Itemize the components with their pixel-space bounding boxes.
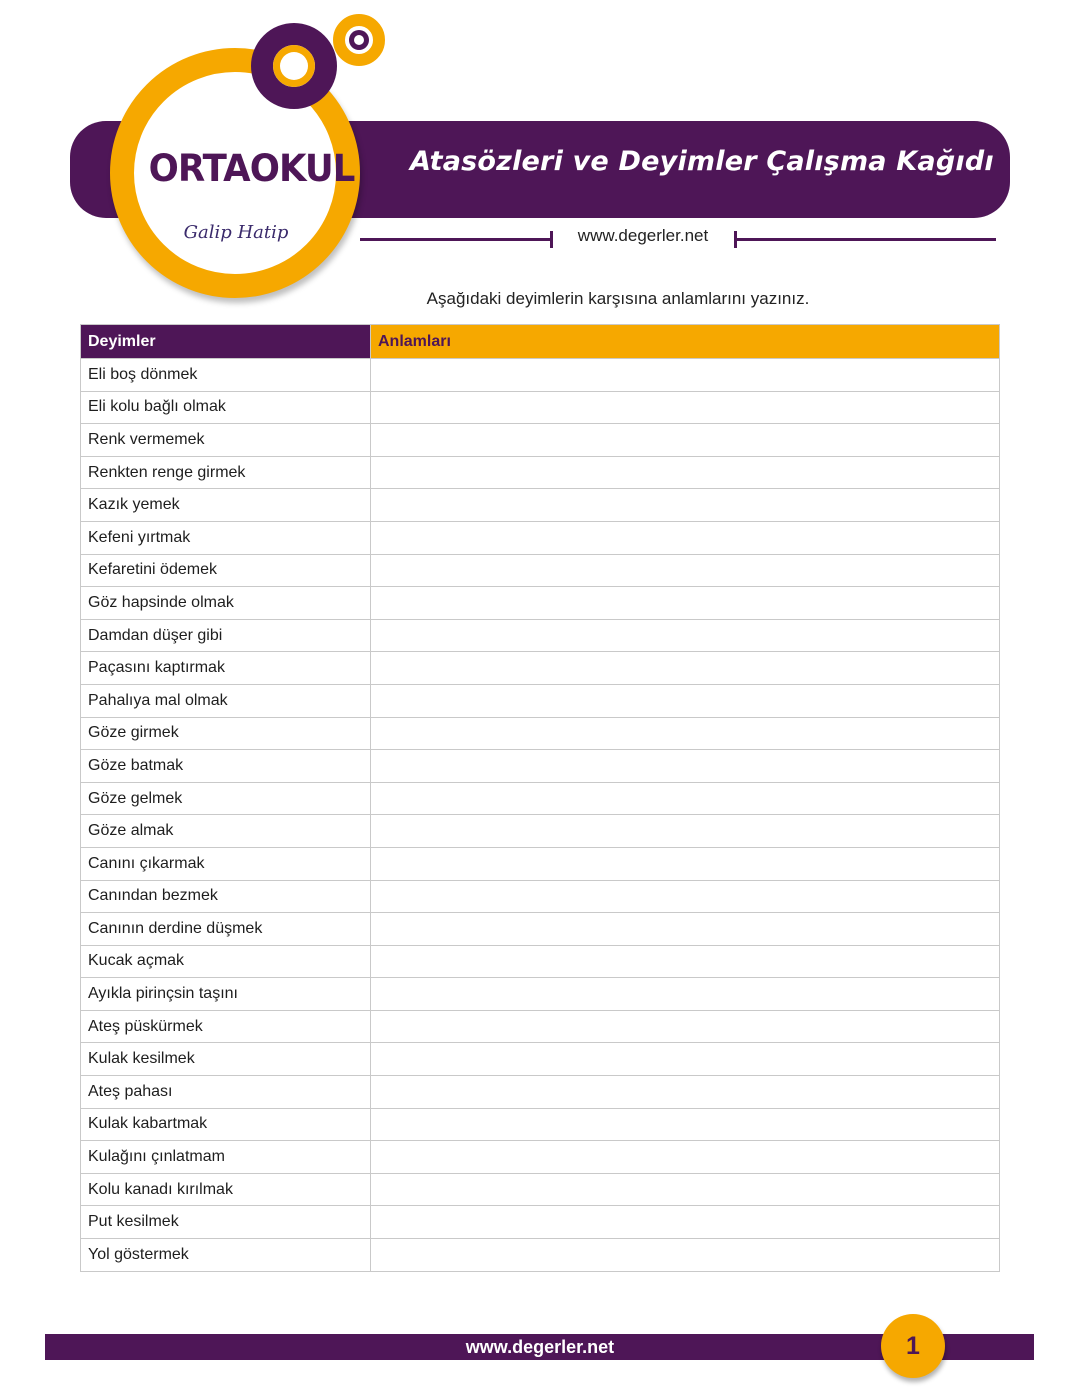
meaning-answer-cell[interactable] [371, 619, 1000, 652]
header-website: www.degerler.net [577, 226, 709, 245]
table-row [81, 456, 1000, 489]
table-row [81, 652, 1000, 685]
idiom-cell: Kulağını çınlatmam [81, 1141, 371, 1174]
column-header-anlamlari: Anlamları [371, 325, 1000, 359]
table-row [81, 945, 1000, 978]
meaning-answer-cell[interactable] [371, 717, 1000, 750]
meaning-answer-cell[interactable] [371, 554, 1000, 587]
idiom-cell: Göze girmek [81, 717, 371, 750]
instruction-text: Aşağıdaki deyimlerin karşısına anlamlarını yazınız. [426, 289, 810, 308]
logo-ring-purple-hole [280, 52, 308, 80]
idioms-table [80, 324, 1000, 1272]
idiom-cell: Kulak kesilmek [81, 1043, 371, 1076]
url-divider-right [736, 238, 996, 241]
idiom-cell: Put kesilmek [81, 1206, 371, 1239]
page-title: Atasözleri ve Deyimler Çalışma Kağıdı [410, 146, 994, 177]
idiom-cell: Eli kolu bağlı olmak [81, 391, 371, 424]
url-divider-left [360, 238, 552, 241]
idiom-cell: Göze almak [81, 815, 371, 848]
meaning-answer-cell[interactable] [371, 391, 1000, 424]
idiom-cell: Kefeni yırtmak [81, 521, 371, 554]
idiom-cell: Renkten renge girmek [81, 456, 371, 489]
table-row [81, 619, 1000, 652]
idiom-cell: Kolu kanadı kırılmak [81, 1173, 371, 1206]
table-row [81, 847, 1000, 880]
table-row [81, 1206, 1000, 1239]
column-header-deyimler: Deyimler [81, 325, 371, 359]
table-row [81, 913, 1000, 946]
table-row [81, 880, 1000, 913]
table-row [81, 1076, 1000, 1109]
meaning-answer-cell[interactable] [371, 424, 1000, 457]
meaning-answer-cell[interactable] [371, 587, 1000, 620]
meaning-answer-cell[interactable] [371, 978, 1000, 1011]
logo-title: ORTAOKUL [148, 147, 355, 190]
idiom-cell: Göze batmak [81, 750, 371, 783]
table-row [81, 1108, 1000, 1141]
url-divider-tick-left [550, 231, 553, 248]
logo-ring-small-dot [354, 35, 364, 45]
idiom-cell: Renk vermemek [81, 424, 371, 457]
idiom-cell: Ayıkla pirinçsin taşını [81, 978, 371, 1011]
meaning-answer-cell[interactable] [371, 815, 1000, 848]
meaning-answer-cell[interactable] [371, 652, 1000, 685]
table-row [81, 554, 1000, 587]
meaning-answer-cell[interactable] [371, 1076, 1000, 1109]
table-row [81, 782, 1000, 815]
table-row [81, 521, 1000, 554]
idiom-cell: Ateş püskürmek [81, 1010, 371, 1043]
meaning-answer-cell[interactable] [371, 1206, 1000, 1239]
table-body [81, 359, 1000, 1272]
meaning-answer-cell[interactable] [371, 1141, 1000, 1174]
idiom-cell: Kefaretini ödemek [81, 554, 371, 587]
idiom-cell: Pahalıya mal olmak [81, 684, 371, 717]
table-row [81, 1010, 1000, 1043]
table-row [81, 684, 1000, 717]
logo-author: Galip Hatip [183, 222, 289, 243]
table-row [81, 978, 1000, 1011]
meaning-answer-cell[interactable] [371, 684, 1000, 717]
idiom-cell: Kucak açmak [81, 945, 371, 978]
table-row [81, 750, 1000, 783]
idiom-cell: Paçasını kaptırmak [81, 652, 371, 685]
table-header-row [81, 325, 1000, 359]
idiom-cell: Canını çıkarmak [81, 847, 371, 880]
meaning-answer-cell[interactable] [371, 1108, 1000, 1141]
meaning-answer-cell[interactable] [371, 1239, 1000, 1272]
idiom-cell: Canının derdine düşmek [81, 913, 371, 946]
idiom-cell: Canından bezmek [81, 880, 371, 913]
meaning-answer-cell[interactable] [371, 945, 1000, 978]
meaning-answer-cell[interactable] [371, 359, 1000, 392]
table-row [81, 1239, 1000, 1272]
table-row [81, 1141, 1000, 1174]
page-number-badge: 1 [881, 1314, 945, 1378]
idiom-cell: Kulak kabartmak [81, 1108, 371, 1141]
meaning-answer-cell[interactable] [371, 782, 1000, 815]
meaning-answer-cell[interactable] [371, 1173, 1000, 1206]
idiom-cell: Yol göstermek [81, 1239, 371, 1272]
meaning-answer-cell[interactable] [371, 847, 1000, 880]
table-row [81, 587, 1000, 620]
meaning-answer-cell[interactable] [371, 521, 1000, 554]
meaning-answer-cell[interactable] [371, 1010, 1000, 1043]
meaning-answer-cell[interactable] [371, 1043, 1000, 1076]
table-row [81, 717, 1000, 750]
meaning-answer-cell[interactable] [371, 489, 1000, 522]
table-row [81, 359, 1000, 392]
footer-website: www.degerler.net [465, 1337, 615, 1357]
table-row [81, 815, 1000, 848]
idiom-cell: Ateş pahası [81, 1076, 371, 1109]
table-row [81, 1043, 1000, 1076]
meaning-answer-cell[interactable] [371, 880, 1000, 913]
table-row [81, 1173, 1000, 1206]
idiom-cell: Kazık yemek [81, 489, 371, 522]
table-row [81, 391, 1000, 424]
table-row [81, 489, 1000, 522]
meaning-answer-cell[interactable] [371, 913, 1000, 946]
meaning-answer-cell[interactable] [371, 750, 1000, 783]
idiom-cell: Göze gelmek [81, 782, 371, 815]
idiom-cell: Damdan düşer gibi [81, 619, 371, 652]
meaning-answer-cell[interactable] [371, 456, 1000, 489]
idiom-cell: Göz hapsinde olmak [81, 587, 371, 620]
idiom-cell: Eli boş dönmek [81, 359, 371, 392]
table-row [81, 424, 1000, 457]
